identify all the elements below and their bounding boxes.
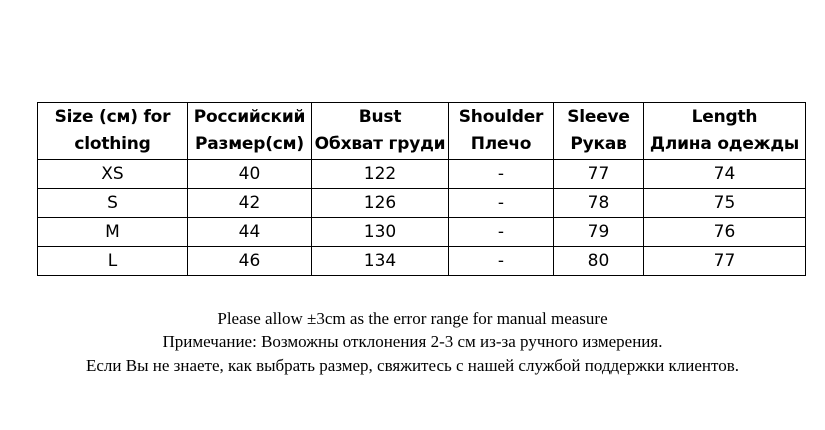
header-bust xyxy=(312,103,449,160)
header-line: Российский xyxy=(193,107,306,127)
cell-length: 74 xyxy=(644,160,806,189)
cell-shoulder: - xyxy=(449,160,554,189)
size-chart-table xyxy=(37,102,806,276)
table-row xyxy=(38,160,806,189)
cell-sleeve: 79 xyxy=(554,218,644,247)
cell-shoulder: - xyxy=(449,247,554,276)
cell-shoulder: - xyxy=(449,218,554,247)
cell-length: 76 xyxy=(644,218,806,247)
cell-russian-size: 40 xyxy=(188,160,312,189)
cell-size: L xyxy=(38,247,188,276)
header-line: Плечо xyxy=(470,134,532,154)
table-row xyxy=(38,247,806,276)
header-shoulder xyxy=(449,103,554,160)
table-header-row xyxy=(38,103,806,160)
header-line: Shoulder xyxy=(458,107,544,127)
cell-size: XS xyxy=(38,160,188,189)
header-line: Размер(см) xyxy=(195,134,304,154)
header-line: clothing xyxy=(74,134,151,154)
cell-shoulder: - xyxy=(449,189,554,218)
table-row xyxy=(38,189,806,218)
cell-size: M xyxy=(38,218,188,247)
measurement-tolerance-note: Please allow ±3cm as the error range for manual measure xyxy=(217,309,608,328)
cell-sleeve: 77 xyxy=(554,160,644,189)
header-size-clothing xyxy=(38,103,188,160)
cell-bust: 130 xyxy=(312,218,449,247)
header-length xyxy=(644,103,806,160)
cell-bust: 122 xyxy=(312,160,449,189)
measurement-tolerance-note-ru: Примечание: Возможны отклонения 2-3 см из-за ручного измерения. xyxy=(162,332,663,351)
cell-sleeve: 80 xyxy=(554,247,644,276)
header-line: Length xyxy=(691,107,758,127)
cell-russian-size: 46 xyxy=(188,247,312,276)
header-line: Рукав xyxy=(570,134,627,154)
cell-bust: 134 xyxy=(312,247,449,276)
table-row xyxy=(38,218,806,247)
cell-sleeve: 78 xyxy=(554,189,644,218)
cell-size: S xyxy=(38,189,188,218)
cell-russian-size: 44 xyxy=(188,218,312,247)
header-line: Size (см) for xyxy=(54,107,171,127)
cell-russian-size: 42 xyxy=(188,189,312,218)
cell-length: 77 xyxy=(644,247,806,276)
header-line: Обхват груди xyxy=(314,134,446,154)
customer-support-note: Если Вы не знаете, как выбрать размер, свяжитесь с нашей службой поддержки клиентов. xyxy=(85,356,740,375)
header-russian-size xyxy=(188,103,312,160)
header-line: Sleeve xyxy=(567,107,630,127)
header-line: Длина одежды xyxy=(649,134,800,154)
header-line: Bust xyxy=(358,107,402,127)
header-sleeve xyxy=(554,103,644,160)
cell-length: 75 xyxy=(644,189,806,218)
cell-bust: 126 xyxy=(312,189,449,218)
